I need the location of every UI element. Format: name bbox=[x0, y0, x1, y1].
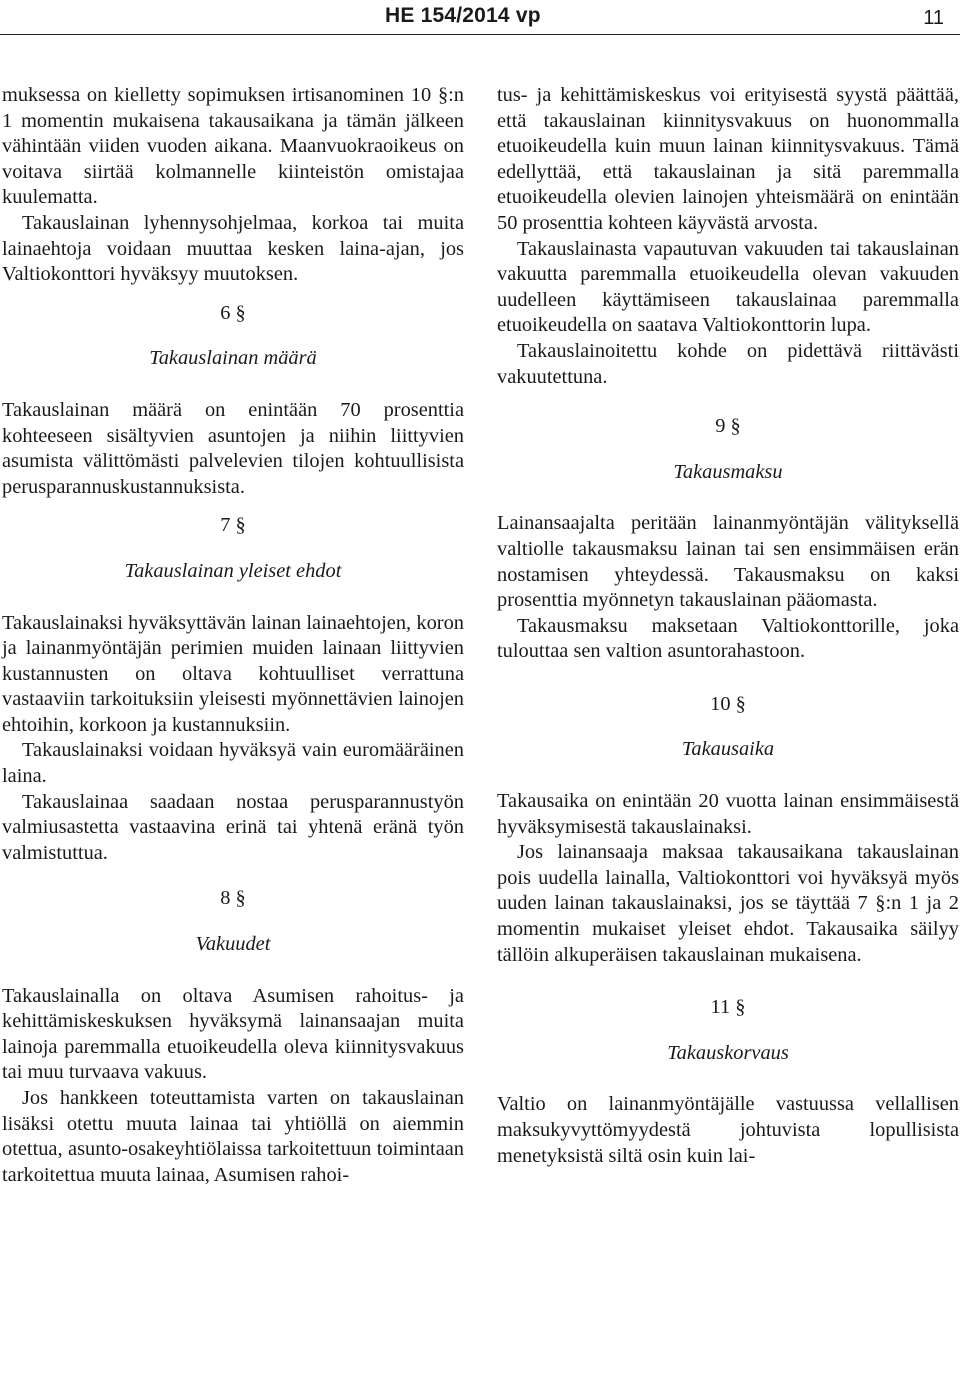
paragraph: Takauslainasta vapautuvan vakuuden tai takauslainan vakuutta paremmalla etuoikeudella olevan vakuuden uudelleen käyttämiseen takauslainaa paremmalla etuoikeudella on saatava Valtiokonttorin lupa. bbox=[497, 237, 959, 337]
left-column bbox=[2, 83, 464, 1188]
paragraph: Takauslainan määrä on enintään 70 prosenttia kohteeseen sisältyvien asuntojen ja niihin liittyvien asumista välittömästi palvelevien tilojen kohtuullisista perusparannuskustannuksista. bbox=[2, 398, 464, 498]
section-number-6: 6 § bbox=[220, 301, 246, 324]
right-column bbox=[497, 83, 959, 1169]
section-number-8: 8 § bbox=[220, 887, 246, 910]
page-header bbox=[0, 0, 960, 34]
document-id: HE 154/2014 vp bbox=[385, 4, 541, 27]
paragraph: Takauslainaksi hyväksyttävän lainan lainaehtojen, koron ja lainanmyöntäjän perimien muiden lainaan liittyvien kustannusten on oltava kohtuulliset verrattuna vastaaviin tarkoituksiin yleisesti myönnettävien lainojen ehtoihin, korkoon ja kustannuksiin. bbox=[2, 611, 464, 736]
paragraph: Takauslainaksi voidaan hyväksyä vain euromääräinen laina. bbox=[2, 739, 464, 788]
paragraph: Takausaika on enintään 20 vuotta lainan ensimmäisestä hyväksymisestä takauslainaksi. bbox=[497, 790, 959, 838]
section-number-7: 7 § bbox=[220, 514, 246, 537]
section-number-10: 10 § bbox=[710, 692, 746, 715]
header-rule bbox=[0, 34, 960, 35]
paragraph: Takauslainan lyhennysohjelmaa, korkoa tai muita lainaehtoja voidaan muuttaa kesken laina-ajan, jos Valtiokonttori hyväksyy muutoksen. bbox=[2, 211, 464, 286]
section-title-11: Takauskorvaus bbox=[667, 1041, 789, 1064]
section-title-9: Takausmaksu bbox=[673, 460, 783, 483]
section-title-6: Takauslainan määrä bbox=[149, 347, 317, 370]
section-title-8: Vakuudet bbox=[195, 933, 271, 956]
section-title-7: Takauslainan yleiset ehdot bbox=[124, 559, 342, 582]
paragraph: Takauslainalla on oltava Asumisen rahoitus- ja kehittämiskeskuksen hyväksymä lainansaajan muita lainoja paremmalla etuoikeudella oleva kiinnitysvakuus tai muu turvaava vakuus. bbox=[2, 984, 464, 1084]
paragraph: muksessa on kielletty sopimuksen irtisanominen 10 §:n 1 momentin mukaisena takausaikana ja tämän jälkeen vähintään viiden vuoden aikana. Maanvuokraoikeus on voitava siirtää kolmannelle kiinteistön omistajaa kuulematta. bbox=[2, 84, 464, 209]
section-number-11: 11 § bbox=[710, 996, 746, 1019]
paragraph: Takauslainaa saadaan nostaa perusparannustyön valmiusastetta vastaavina erinä tai yhtenä eränä työn valmistuttua. bbox=[2, 790, 464, 864]
paragraph: Valtio on lainanmyöntäjälle vastuussa vellallisen maksukyvyttömyydestä johtuvista lopullisista menetyksistä siltä osin kuin lai- bbox=[497, 1093, 959, 1167]
paragraph: Takausmaksu maksetaan Valtiokonttorille, joka tulouttaa sen valtion asuntorahastoon. bbox=[497, 614, 959, 663]
page-number: 11 bbox=[923, 7, 944, 29]
paragraph: Lainansaajalta peritään lainanmyöntäjän välityksellä valtiolle takausmaksu lainan tai sen ensimmäisen erän nostamisen yhteydessä. Takausmaksu on kaksi prosenttia myönnetyn takauslainan pääomasta. bbox=[497, 512, 959, 612]
paragraph: Jos hankkeen toteuttamista varten on takauslainan lisäksi otettu muuta lainaa tai yhtiöllä on aiemmin otettua, asunto-osakeyhtiölaissa tarkoitettuun toimintaan tarkoitettua muuta lainaa, Asumisen rahoi- bbox=[2, 1087, 464, 1186]
section-title-10: Takausaika bbox=[681, 738, 775, 761]
section-number-9: 9 § bbox=[715, 415, 741, 438]
paragraph: Jos lainansaaja maksaa takausaikana takauslainan pois uudella lainalla, Valtiokonttori voi hyväksyä myös uuden lainan takauslainaksi, jos se täyttää 7 §:n 1 ja 2 momentin mukaiset yleiset ehdot. Takausaika säilyy tällöin alkuperäisen takauslainan mukaisena. bbox=[497, 841, 959, 966]
paragraph: tus- ja kehittämiskeskus voi erityisestä syystä päättää, että takauslainan kiinnitysvakuus on huonommalla etuoikeudella kuin muun lainan kiinnitysvakuus. Tämä edellyttää, että takauslainan ja sitä paremmalla etuoikeudella olevien lainojen yhteismäärä on enintään 50 prosenttia kohteen käyvästä arvosta. bbox=[497, 84, 959, 234]
paragraph: Takauslainoitettu kohde on pidettävä riittävästi vakuutettuna. bbox=[497, 339, 959, 388]
